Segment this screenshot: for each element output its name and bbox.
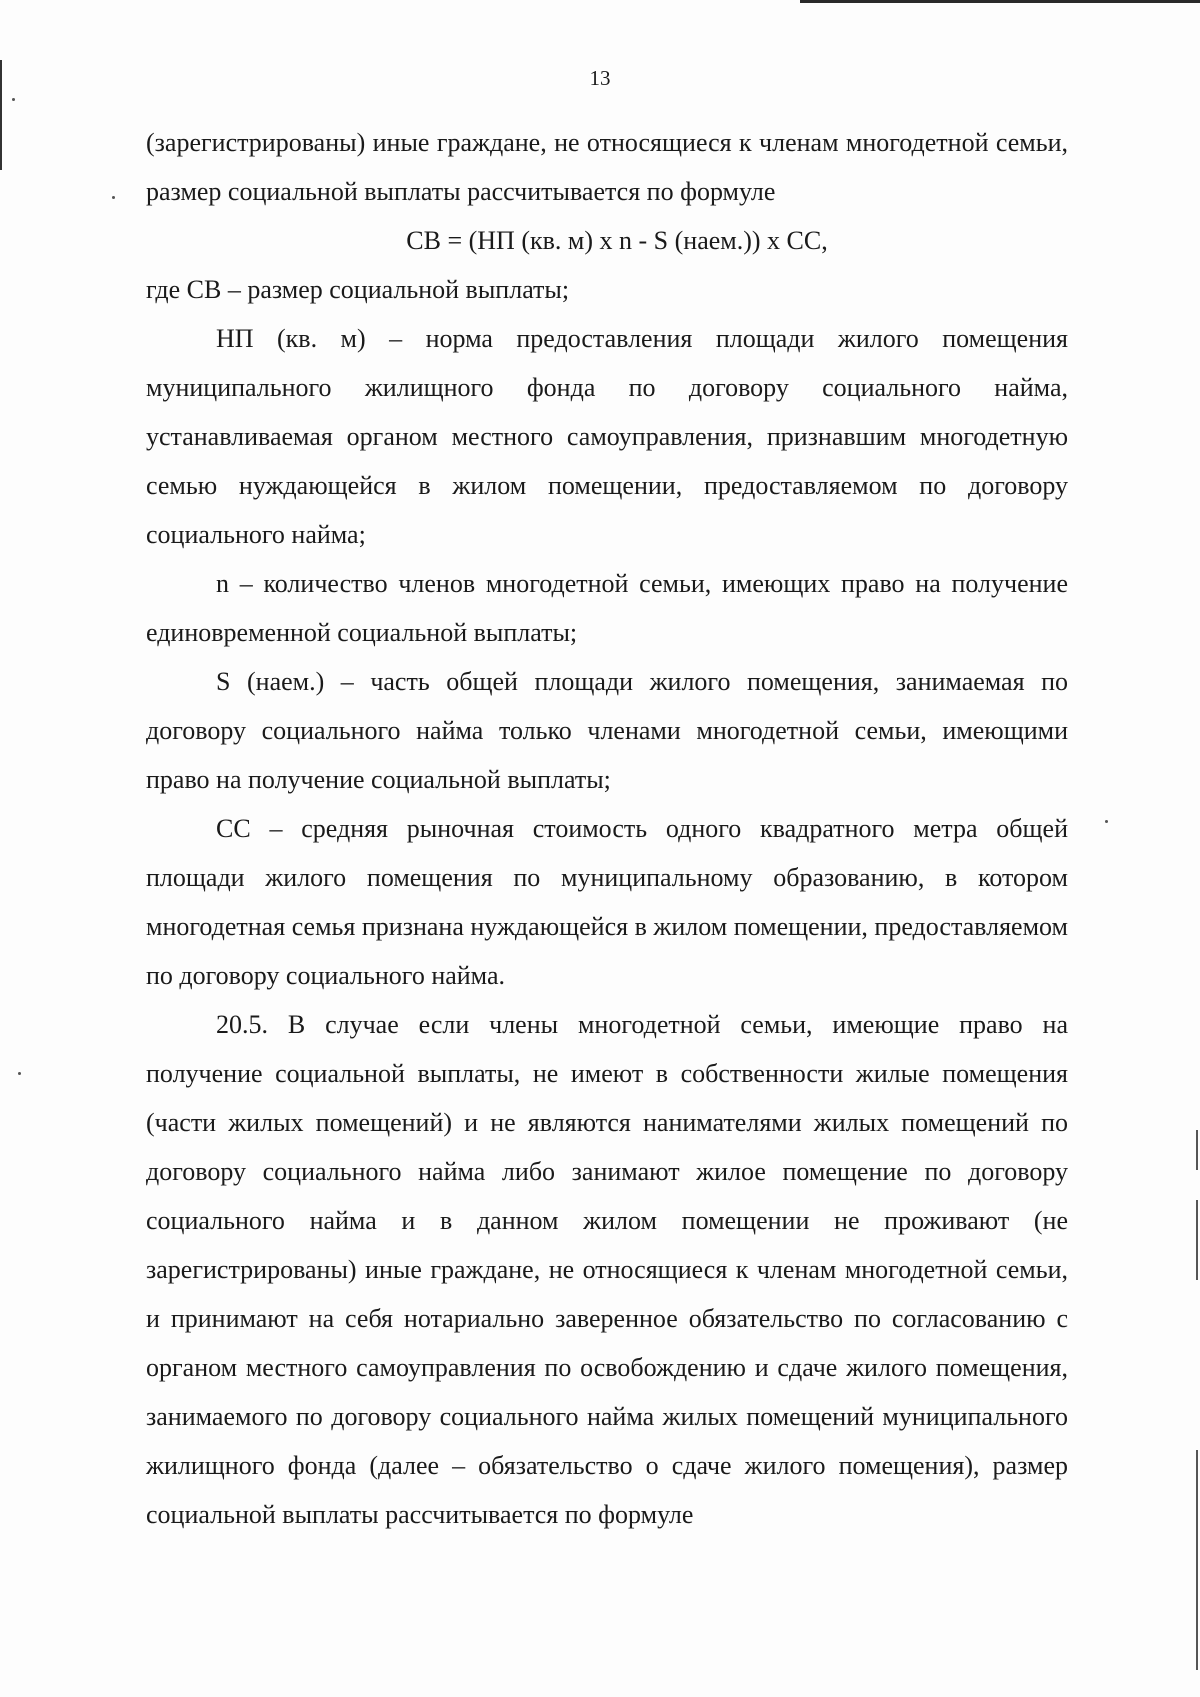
paragraph-clause-20-5: 20.5. В случае если члены многодетной семьи, имеющие право на получение социальной выплаты, не имеют в собственности жилые помещения (части жилых помещений) и не являются нанимателями жилых помещений по договору социального найма либо занимают жилое помещение по договору социального найма и в данном жилом помещении не проживают (не зарегистрированы) иные граждане, не относящиеся к членам многодетной семьи, и принимают на себя нотариально заверенное обязательство по согласованию с органом местного самоуправления по освобождению и сдаче жилого помещения, занимаемого по договору социального найма жилых помещений муниципального жилищного фонда (далее – обязательство о сдаче жилого помещения), размер социальной выплаты рассчитывается по формуле — [146, 1010, 1068, 1529]
paragraph-definition-n: n – количество членов многодетной семьи, имеющих право на получение единовременной социальной выплаты; — [146, 569, 1068, 647]
scan-right-edge-mark — [1196, 1200, 1198, 1280]
page-number: 13 — [589, 66, 611, 90]
scan-right-edge-mark — [1196, 1450, 1198, 1670]
scan-speck — [1105, 820, 1108, 823]
paragraph-definition-s: S (наем.) – часть общей площади жилого помещения, занимаемая по договору социального найма только членами многодетной семьи, имеющими право на получение социальной выплаты; — [146, 667, 1068, 794]
scan-right-edge-mark — [1196, 1130, 1198, 1170]
paragraph-definition-cc: СС – средняя рыночная стоимость одного квадратного метра общей площади жилого помещения по муниципальному образованию, в котором многодетная семья признана нуждающейся в жилом помещении, предоставляемом по договору социального найма. — [146, 814, 1068, 990]
paragraph-continuation: (зарегистрированы) иные граждане, не относящиеся к членам многодетной семьи, размер социальной выплаты рассчитывается по формуле — [146, 128, 1068, 206]
scan-speck — [112, 196, 115, 199]
formula: СВ = (НП (кв. м) x n - S (наем.)) x СС, — [406, 226, 828, 255]
paragraph-definition-intro: где СВ – размер социальной выплаты; — [146, 275, 570, 304]
scan-speck — [18, 1072, 21, 1075]
scan-top-rule — [800, 0, 1200, 3]
scan-speck — [12, 98, 15, 101]
body-text — [146, 118, 1068, 1539]
paragraph-definition-np: НП (кв. м) – норма предоставления площади жилого помещения муниципального жилищного фонда по договору социального найма, устанавливаемая органом местного самоуправления, признавшим многодетную семью нуждающейся в жилом помещении, предоставляемом по договору социального найма; — [146, 324, 1068, 549]
